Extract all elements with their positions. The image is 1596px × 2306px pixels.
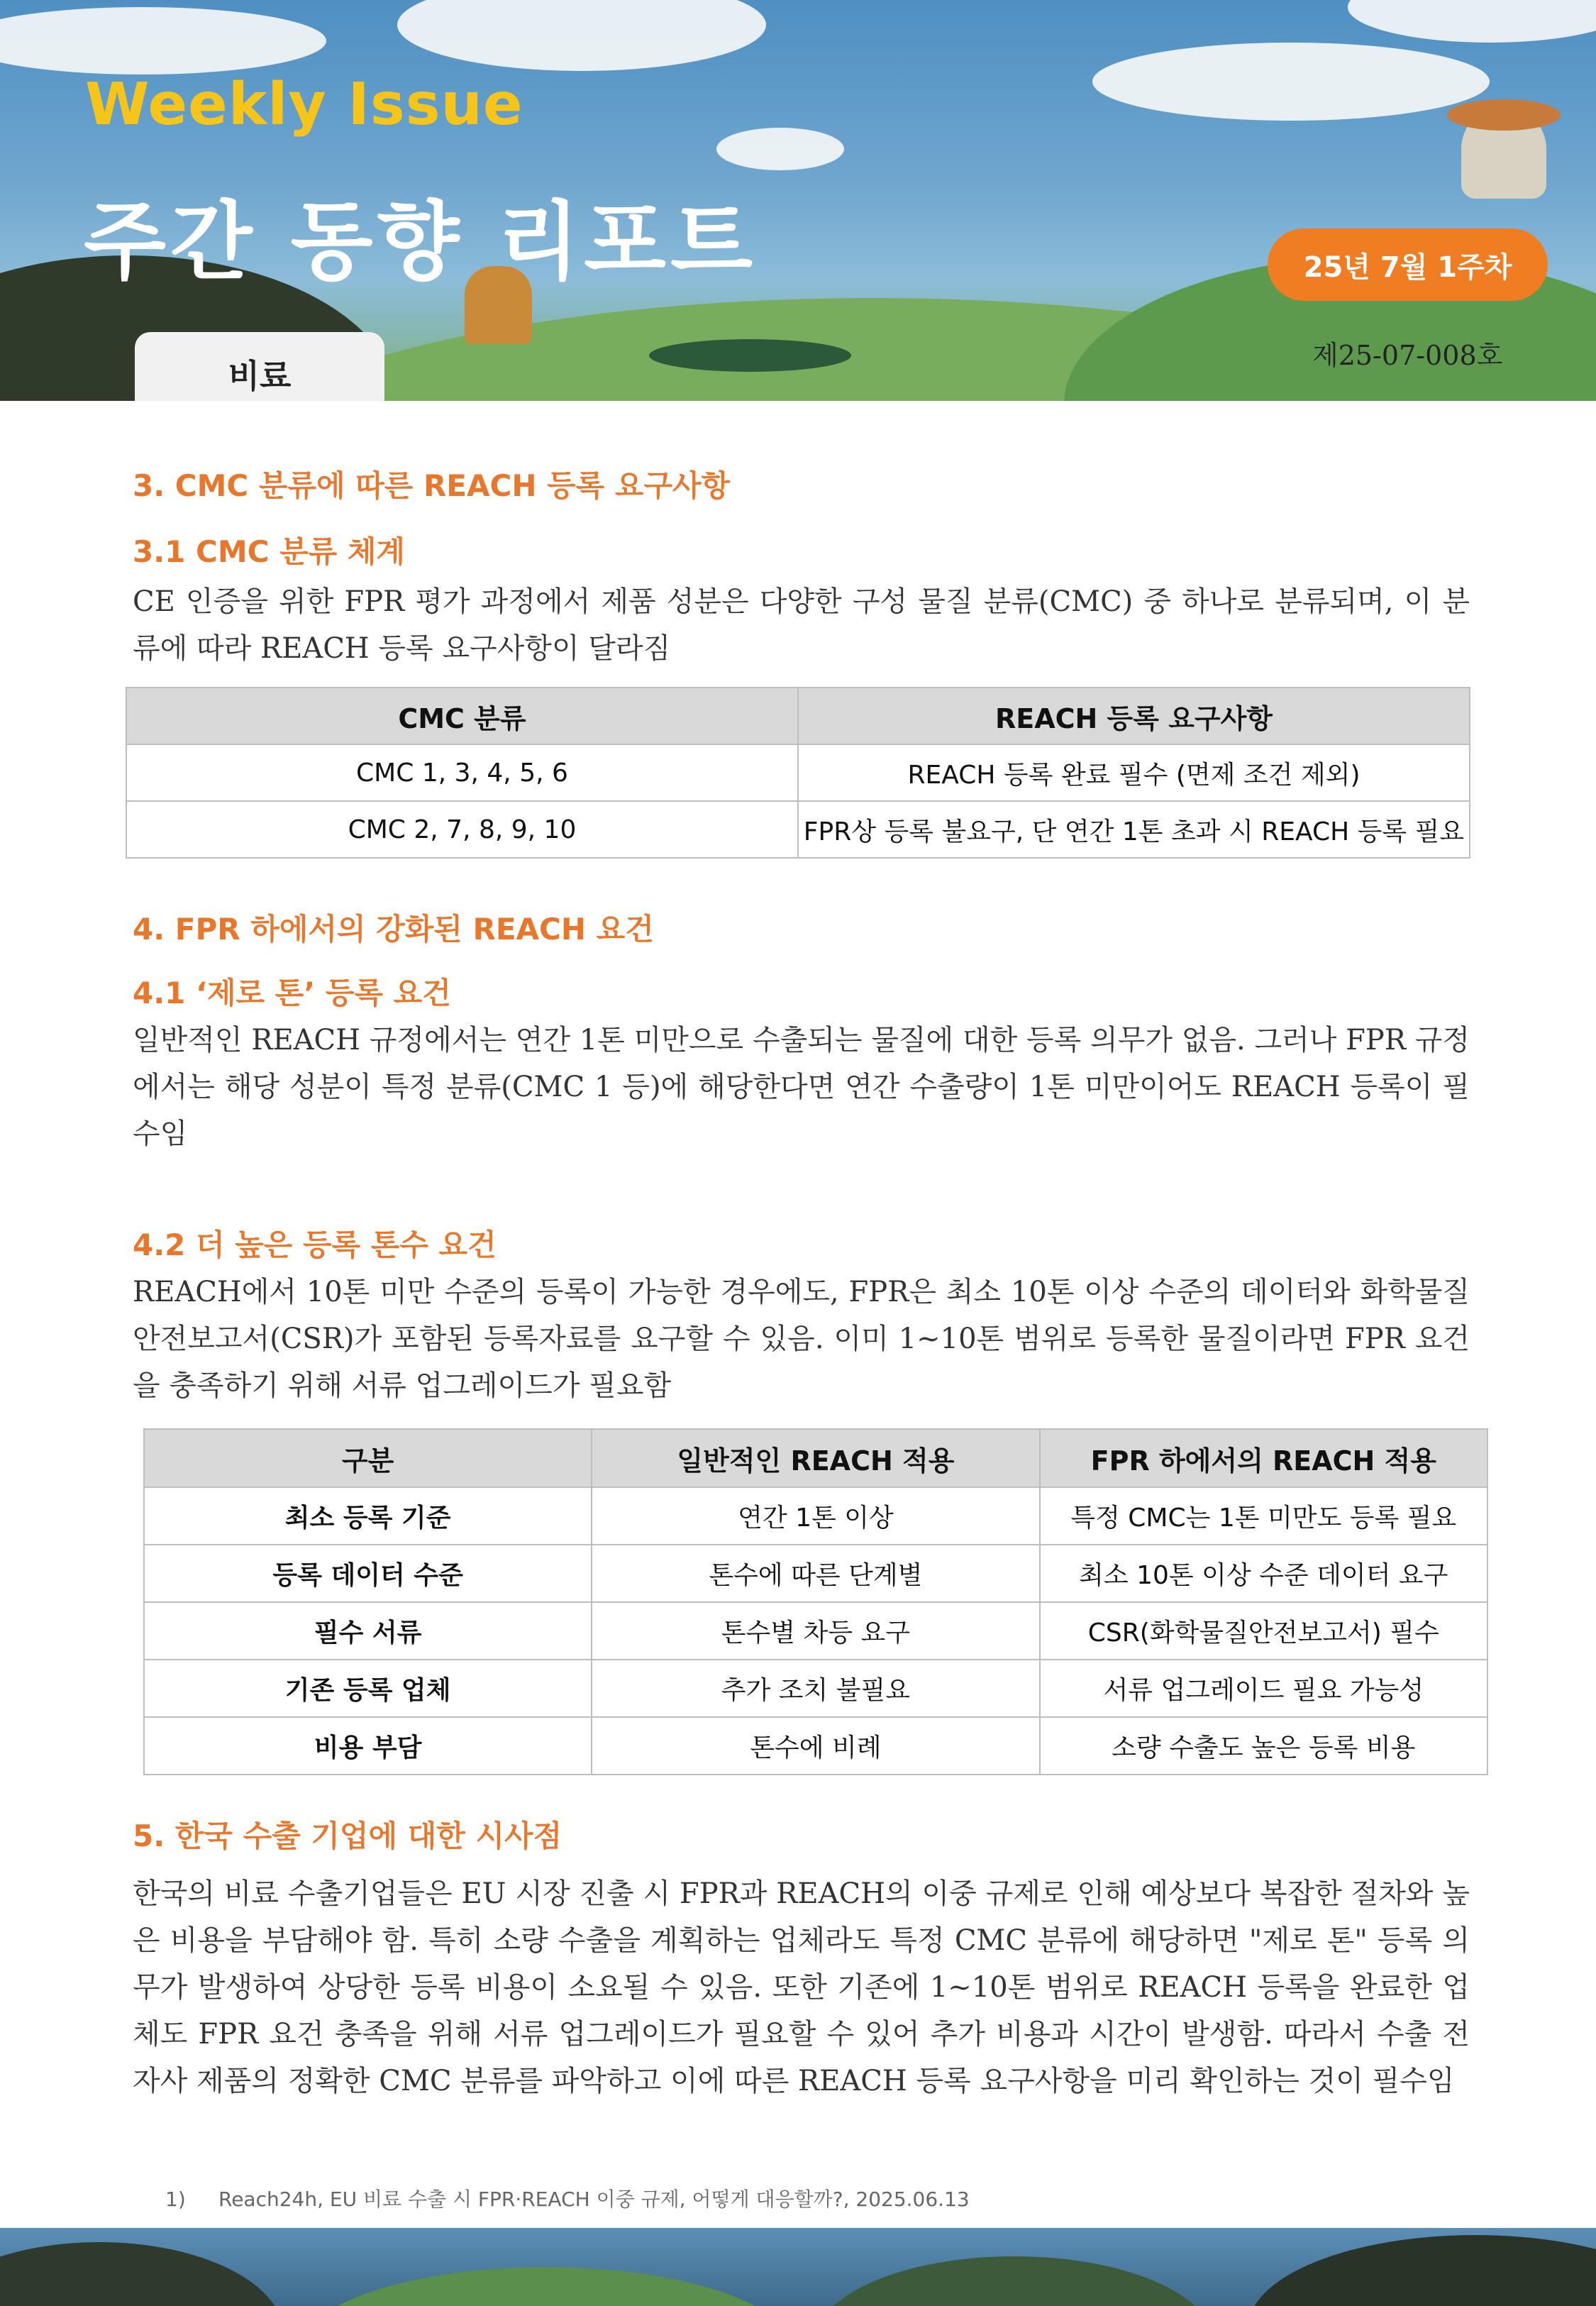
table-cell: 연간 1톤 이상 — [592, 1487, 1039, 1545]
table-header: CMC 분류 — [126, 688, 798, 744]
section-3-1-title: 3.1 CMC 분류 체계 — [133, 534, 405, 569]
report-title: 주간 동향 리포트 — [84, 193, 757, 292]
table-cell: CMC 2, 7, 8, 9, 10 — [126, 801, 798, 858]
header-banner — [0, 0, 1596, 401]
table-row — [144, 1660, 1487, 1717]
section-4-2-title: 4.2 더 높은 등록 톤수 요건 — [133, 1228, 497, 1262]
footnote — [165, 2184, 970, 2212]
table-cell: 기존 등록 업체 — [144, 1660, 592, 1717]
table-cell: 소량 수출도 높은 등록 비용 — [1040, 1717, 1487, 1775]
category-tab: 비료 — [135, 332, 384, 401]
section-5-title: 5. 한국 수출 기업에 대한 시사점 — [133, 1819, 563, 1853]
cloud-illustration — [1092, 43, 1490, 121]
hill-illustration — [298, 2267, 794, 2306]
table-cell: 등록 데이터 수준 — [144, 1545, 592, 1602]
table-row — [144, 1717, 1487, 1775]
issue-number: 제25-07-008호 — [1312, 340, 1503, 371]
section-4-title: 4. FPR 하에서의 강화된 REACH 요건 — [133, 912, 654, 947]
table-cell: 최소 등록 기준 — [144, 1487, 592, 1545]
weekly-issue-title: Weekly Issue — [85, 71, 523, 138]
hill-illustration — [816, 2256, 1213, 2306]
section-5-text: 한국의 비료 수출기업들은 EU 시장 진출 시 FPR과 REACH의 이중 규제로 인해 예상보다 복잡한 절차와 높은 비용을 부담해야 함. 특히 소량 수출을 계획하는 업체라도 특정 CMC 분류에 해당하면 "제로 톤" 등록 의무가 발생하여 상당한 등록 비용이 소요될 수 있음. 또한 기존에 1~10톤 범위로 REACH 등록을 완료한 업체도 FPR 요건 충족을 위해 서류 업그레이드가 필요할 수 있어 추가 비용과 시간이 발생함. 따라서 수출 전 자사 제품의 정확한 CMC 분류를 파악하고 이에 따른 REACH 등록 요구사항을 미리 확인하는 것이 필수임 — [133, 1877, 1470, 2097]
section-4-2-text: REACH에서 10톤 미만 수준의 등록이 가능한 경우에도, FPR은 최소 10톤 이상 수준의 데이터와 화학물질안전보고서(CSR)가 포함된 등록자료를 요구할 수 있음. 이미 1~10톤 범위로 등록한 물질이라면 FPR 요건을 충족하기 위해 서류 업그레이드가 필요함 — [133, 1276, 1470, 1402]
hill-illustration — [0, 2242, 284, 2306]
table-cell: 톤수에 비례 — [592, 1717, 1039, 1775]
week-badge: 25년 7월 1주차 — [1268, 228, 1548, 301]
table-header: 구분 — [144, 1429, 592, 1487]
footer-banner — [0, 2228, 1596, 2306]
table-cell: 특정 CMC는 1톤 미만도 등록 필요 — [1040, 1487, 1487, 1545]
reach-comparison-table — [143, 1428, 1488, 1775]
table-cell: CSR(화학물질안전보고서) 필수 — [1040, 1602, 1487, 1660]
table-cell: 필수 서류 — [144, 1602, 592, 1660]
table-cell: 톤수에 따른 단계별 — [592, 1545, 1039, 1602]
table-row — [144, 1487, 1487, 1545]
cloud-illustration — [1348, 0, 1596, 43]
lake-illustration — [649, 339, 851, 372]
footnote-text: Reach24h, EU 비료 수출 시 FPR·REACH 이중 규제, 어떻게 대응할까?, 2025.06.13 — [218, 2188, 970, 2211]
hill-illustration — [1248, 2235, 1596, 2306]
table-row — [144, 1545, 1487, 1602]
table-cell: 추가 조치 불필요 — [592, 1660, 1039, 1717]
section-3-1-text: CE 인증을 위한 FPR 평가 과정에서 제품 성분은 다양한 구성 물질 분류(CMC) 중 하나로 분류되며, 이 분류에 따라 REACH 등록 요구사항이 달라짐 — [133, 585, 1470, 665]
table-cell: 비용 부담 — [144, 1717, 592, 1775]
table-cell: CMC 1, 3, 4, 5, 6 — [126, 744, 798, 801]
table-header: 일반적인 REACH 적용 — [592, 1429, 1039, 1487]
section-4-1-text: 일반적인 REACH 규정에서는 연간 1톤 미만으로 수출되는 물질에 대한 등록 의무가 없음. 그러나 FPR 규정에서는 해당 성분이 특정 분류(CMC 1 등)에 해당한다면 연간 수출량이 1톤 미만이어도 REACH 등록이 필수임 — [133, 1024, 1470, 1150]
cloud-illustration — [397, 0, 766, 71]
cmc-classification-table — [126, 687, 1470, 859]
table-cell: 서류 업그레이드 필요 가능성 — [1040, 1660, 1487, 1717]
table-row — [126, 801, 1470, 858]
section-4-1-title: 4.1 ‘제로 톤’ 등록 요건 — [133, 976, 451, 1010]
hat-illustration — [1447, 99, 1561, 131]
table-row — [126, 744, 1470, 801]
footnote-number: 1) — [165, 2188, 186, 2211]
cloud-illustration — [0, 7, 326, 75]
table-row — [144, 1602, 1487, 1660]
table-header: REACH 등록 요구사항 — [798, 688, 1470, 744]
table-cell: FPR상 등록 불요구, 단 연간 1톤 초과 시 REACH 등록 필요 — [798, 801, 1470, 858]
table-header: FPR 하에서의 REACH 적용 — [1040, 1429, 1487, 1487]
table-cell: 최소 10톤 이상 수준 데이터 요구 — [1040, 1545, 1487, 1602]
section-3-title: 3. CMC 분류에 따른 REACH 등록 요구사항 — [133, 468, 731, 503]
table-cell: 톤수별 차등 요구 — [592, 1602, 1039, 1660]
table-cell: REACH 등록 완료 필수 (면제 조건 제외) — [798, 744, 1470, 801]
cloud-illustration — [716, 128, 844, 170]
